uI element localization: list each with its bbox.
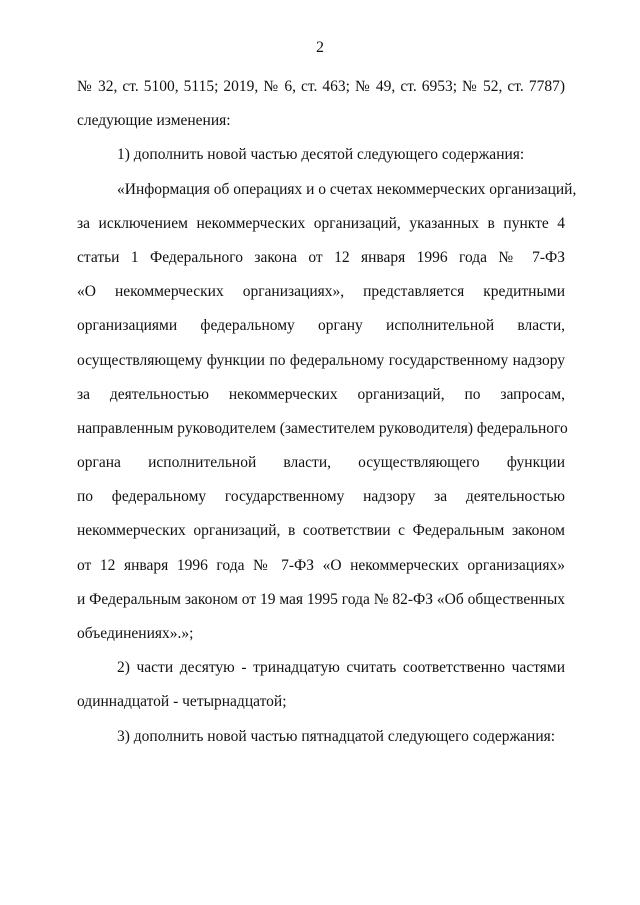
- text-line: 2) части десятую - тринадцатую считать соответственно частями: [117, 659, 565, 677]
- text-line: по федеральному государственному надзору за деятельностью: [77, 488, 565, 506]
- text-line: следующие изменения:: [77, 112, 231, 130]
- text-line: объединениях».»;: [77, 625, 194, 642]
- text-lines: [77, 70, 577, 754]
- text-line: «Информация об операциях и о счетах некоммерческих организаций,: [117, 180, 577, 198]
- page-number: 2: [316, 39, 324, 56]
- text-line: и Федеральным законом от 19 мая 1995 года № 82-ФЗ «Об общественных: [77, 590, 565, 608]
- text-line: организациями федеральному органу исполнительной власти,: [77, 317, 565, 335]
- text-line: направленным руководителем (заместителем руководителя) федерального: [77, 419, 568, 437]
- text-line: 1) дополнить новой частью десятой следующего содержания:: [117, 146, 525, 164]
- document-body: [77, 70, 577, 754]
- text-line: осуществляющему функции по федеральному государственному надзору: [77, 351, 565, 369]
- text-line: некоммерческих организаций, в соответствии с Федеральным законом: [77, 522, 565, 540]
- text-line: 3) дополнить новой частью пятнадцатой следующего содержания:: [117, 727, 556, 745]
- text-line: одиннадцатой - четырнадцатой;: [77, 693, 287, 711]
- text-line: «О некоммерческих организациях», представляется кредитными: [77, 283, 565, 301]
- text-line: статьи 1 Федерального закона от 12 января 1996 года № 7-ФЗ: [77, 248, 565, 266]
- text-line: за деятельностью некоммерческих организаций, по запросам,: [77, 385, 565, 403]
- text-line: № 32, ст. 5100, 5115; 2019, № 6, ст. 463; № 49, ст. 6953; № 52, ст. 7787): [77, 78, 565, 95]
- text-line: за исключением некоммерческих организаций, указанных в пункте 4: [77, 214, 565, 232]
- text-line: от 12 января 1996 года № 7-ФЗ «О некоммерческих организациях»: [77, 556, 565, 574]
- text-line: органа исполнительной власти, осуществляющего функции: [77, 454, 565, 472]
